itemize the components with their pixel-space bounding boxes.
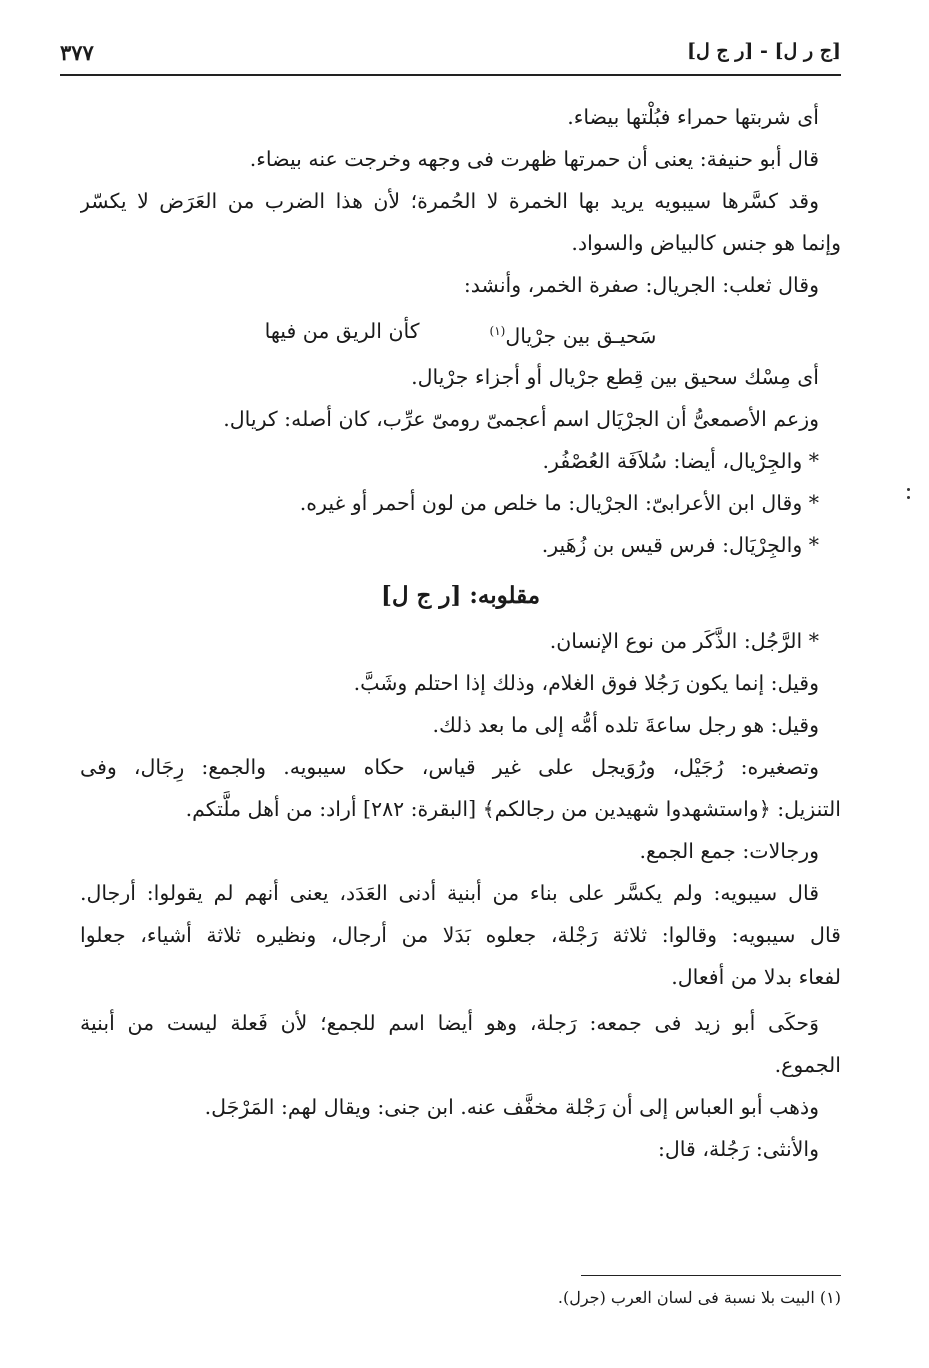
verse-hemistich: كأن الريق من فيها bbox=[264, 319, 420, 343]
page-header bbox=[60, 34, 841, 76]
text-line: قال سيبويه: وقالوا: ثلاثة رَجْلة، جعلوه بَدَلا من أرجال، ونظيره ثلاثة أشياء، جعلوا bbox=[80, 923, 841, 947]
text-line: وقيل: هو رجل ساعةَ تلده أمُّه إلى ما بعد ذلك. bbox=[432, 713, 819, 737]
text-line: وزعم الأصمعىُّ أن الجرْيَال اسم أعجمىّ رومىّ عرِّب، كان أصله: كريال. bbox=[223, 407, 819, 431]
text-line: وقيل: إنما يكون رَجُلا فوق الغلام، وذلك إذا احتلم وشَبَّ. bbox=[353, 671, 819, 695]
text-line: وتصغيره: رُجَيْل، ورُوَيجل على غير قياس، حكاه سيبويه. والجمع: رِجَال، وفى bbox=[80, 755, 819, 779]
running-head: [ج ر ل] - [ر ج ل] bbox=[686, 40, 841, 62]
text-line: والأنثى: رَجُلة، قال: bbox=[657, 1137, 819, 1161]
text-line: * وقال ابن الأعرابىّ: الجرْيال: ما خلص من لون أحمر أو غيره. bbox=[299, 491, 819, 515]
footnote-divider bbox=[581, 1275, 841, 1276]
margin-mark bbox=[907, 488, 910, 491]
text-line: وذهب أبو العباس إلى أن رَجْلة مخفَّف عنه. ابن جنى: ويقال لهم: المَرْجَل. bbox=[204, 1095, 819, 1119]
text-line: وقد كسَّرها سيبويه يريد بها الخمرة لا الحُمرة؛ لأن هذا الضرب من العَرَض لا يكسّر bbox=[80, 189, 819, 213]
text-line: قال أبو حنيفة: يعنى أن حمرتها ظهرت فى وجهه وخرجت عنه بيضاء. bbox=[249, 147, 819, 171]
text-line: قال سيبويه: ولم يكسَّر على بناء من أبنية أدنى العَدَد، يعنى أنهم لم يقولوا: أرجال. bbox=[80, 881, 819, 905]
text-line: * الرَّجُل: الذَّكَر من نوع الإنسان. bbox=[549, 629, 819, 653]
text-line: وَحكَى أبو زيد فى جمعه: رَجلة، وهو أيضا اسم للجمع؛ لأن فَعلة ليست من أبنية bbox=[80, 1011, 819, 1035]
page-number: ٣٧٧ bbox=[60, 40, 94, 65]
text-line: التنزيل: ﴿واستشهدوا شهيدين من رجالكم﴾ [البقرة: ٢٨٢] أراد: من أهل ملَّتكم. bbox=[185, 797, 841, 821]
footnote-marker: (١) bbox=[489, 324, 506, 338]
page-body bbox=[80, 96, 841, 1170]
footnote: (١) البيت بلا نسبة فى لسان العرب (جرل). bbox=[557, 1288, 841, 1307]
section-heading: مقلوبه: [ر ج ل] bbox=[380, 582, 541, 609]
verse-hemistich: سَحيـق بين جرْيال$^{(١)}$ bbox=[489, 323, 657, 348]
verse-line bbox=[80, 306, 841, 356]
text-line: * والجِرْيَال: فرس قيس بن زُهَير. bbox=[541, 533, 819, 557]
text-line: لفعاء بدلا من أفعال. bbox=[671, 965, 841, 989]
text-line: الجموع. bbox=[774, 1053, 841, 1077]
text-line: وإنما هو جنس كالبياض والسواد. bbox=[571, 231, 841, 255]
margin-mark bbox=[907, 496, 910, 499]
text-line: أى شربتها حمراء فبُلْتها بيضاء. bbox=[567, 105, 819, 129]
text-line: ورجالات: جمع الجمع. bbox=[639, 839, 819, 863]
text-line: أى مِسْك سحيق بين قِطع جرْيال أو أجزاء جرْيال. bbox=[411, 365, 819, 389]
text-line: وقال ثعلب: الجريال: صفرة الخمر، وأنشد: bbox=[463, 273, 819, 297]
text-line: * والجِرْيال، أيضا: سُلاَفَة العُصْفُر. bbox=[542, 449, 819, 473]
